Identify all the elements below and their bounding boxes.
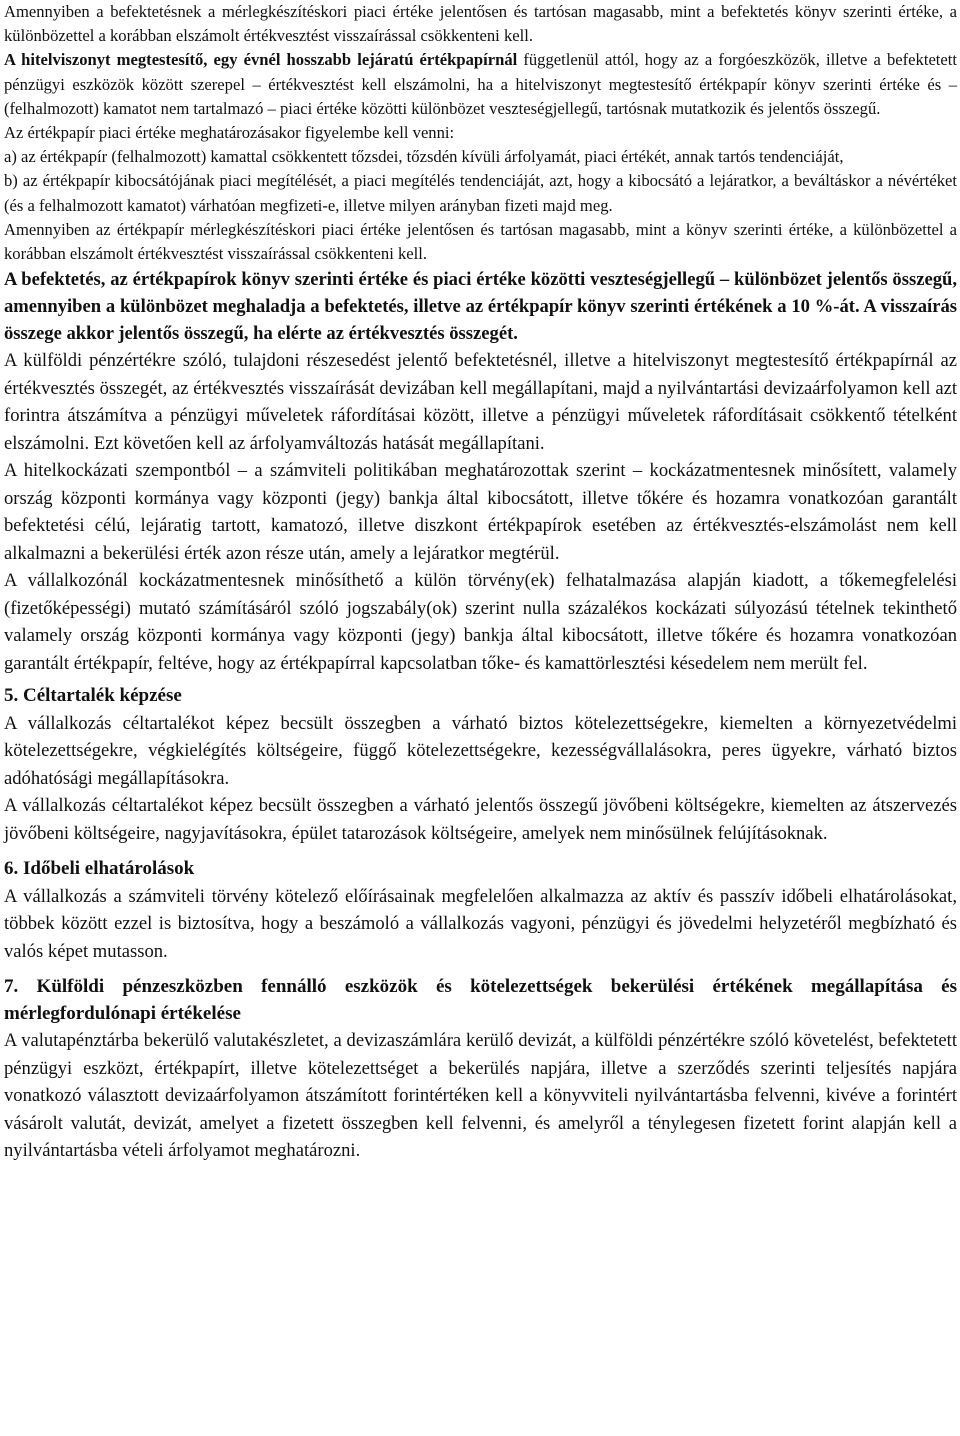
paragraph-foreign-currency-impairment: A külföldi pénzértékre szóló, tulajdoni részesedést jelentő befektetésnél, illetve a hitelviszonyt megtestesítő értékpapírnál az értékvesztés összegét, az értékvesztés visszaírását devizában kell megállapítani, majd a nyilvántartási devizaárfolyamon kell azt forintra átszámítva a pénzügyi műveletek ráfordításai között, illetve a pénzügyi műveletek ráfordításait csökkentő tételként elszámolni. Ezt követően kell az árfolyamváltozás hatását megállapítani.: [4, 350, 957, 454]
paragraph-credit-risk: A hitelkockázati szempontból – a számviteli politikában meghatározottak szerint – kockázatmentesnek minősített, valamely ország központi kormánya vagy központi (jegy) bankja által kibocsátott, illetve tőkére és hozamra vonatkozóan garantált befektetési célú, lejáratig tartott, kamatozó, illetve diszkont értékpapírok esetében az értékvesztés-elszámolást nem kell alkalmazni a bekerülési érték azon része után, amely a lejáratkor megtérül.: [4, 460, 957, 564]
paragraph-intro-5: b) az értékpapír kibocsátójának piaci megítélését, a piaci megítélés tendenciáját, azt, hogy a kibocsátó a lejáratkor, a beváltáskor a névértéket (és a felhalmozott kamatot) várhatóan megfizeti-e, illetve milyen arányban fizeti majd meg.: [4, 171, 957, 215]
paragraph-intro-2: [4, 48, 957, 121]
paragraph-bold-threshold: A befektetés, az értékpapírok könyv szerinti értéke és piaci értéke közötti veszteségjellegű – különbözet jelentős összegű, amennyiben a különbözet meghaladja a befektetés, illetve az értékpapír könyv szerinti értékének a 10 %-át. A visszaírás összege akkor jelentős összegű, ha elérte az értékvesztés összegét.: [4, 269, 957, 345]
spacer: [4, 847, 957, 855]
section-6-paragraph-1: A vállalkozás a számviteli törvény kötelező előírásainak megfelelően alkalmazza az aktív és passzív időbeli elhatárolásokat, többek között ezzel is biztosítva, hogy a beszámoló a vállalkozás vagyoni, pénzügyi és jövedelmi helyzetéről megbízható és valós képet mutasson.: [4, 885, 957, 962]
paragraph-risk-free: A vállalkozónál kockázatmentesnek minősíthető a külön törvény(ek) felhatalmazása alapján kiadott, a tőkemegfelelési (fizetőképességi) mutató számításáról szóló jogszabály(ok) szerint nulla százalékos kockázati súlyozású tételnek tekinthető valamely ország központi kormánya vagy központi (jegy) bankja által kibocsátott, illetve tőkére és hozamra vonatkozóan garantált értékpapír, feltéve, hogy az értékpapírral kapcsolatban tőke- és kamattörlesztési késedelem nem merült fel.: [4, 570, 957, 674]
paragraph-intro-6: Amennyiben az értékpapír mérlegkészítéskori piaci értéke jelentősen és tartósan magasabb, mint a könyv szerinti értéke, a különbözettel a korábban elszámolt értékvesztést visszaírással csökkenteni kell.: [4, 219, 957, 264]
section-7-paragraph-1: A valutapénztárba bekerülő valutakészletet, a devizaszámlára kerülő devizát, a külföldi pénzértékre szóló követelést, befektetett pénzügyi eszközt, értékpapírt, illetve kötelezettséget a bekerülés napjára, illetve a szerződés szerinti teljesítés napjára vonatkozó választott devizaárfolyamon átszámított forintértéken kell a könyvviteli nyilvántartásba felvenni, kivéve a forintért vásárolt valutát, devizát, amelyet a fizetett összegben kell felvenni, és amelyről a ténylegesen fizetett forint alapján kell a nyilvántartásba vételi árfolyamot meghatározni.: [4, 1030, 957, 1162]
section-5-paragraph-1: A vállalkozás céltartalékot képez becsült összegben a várható biztos kötelezettségekre, kiemelten a környezetvédelmi kötelezettségekre, végkielégítés költségeire, függő kötelezettségekre, kezességvállalásokra, peres ügyekre, várható biztos adóhatósági megállapításokra.: [4, 712, 957, 789]
section-7-heading: 7. Külföldi pénzeszközben fennálló eszközök és kötelezettségek bekerülési értékének megállapítása és mérlegfordulónapi értékelése: [4, 976, 957, 1025]
paragraph-intro-2-rest: függetlenül attól, hogy az a forgóeszközök, illetve a befektetett pénzügyi eszközök között szerepel – értékvesztést kell elszámolni, ha a hitelviszonyt megtestesítő értékpapír könyv szerinti értéke és – (felhalmozott) kamatot nem tartalmazó – piaci értéke közötti különbözet veszteségjellegű, tartósnak mutatkozik és jelentős összegű.: [4, 50, 958, 118]
section-5-paragraph-2: A vállalkozás céltartalékot képez becsült összegben a várható jelentős összegű jövőbeni költségekre, kiemelten az átszervezés jövőbeni költségeire, nagyjavításokra, épület tatarozások költségeire, amelyek nem minősülnek felújításoknak.: [4, 795, 957, 844]
section-6-heading: 6. Időbeli elhatárolások: [4, 858, 195, 880]
paragraph-intro-3: Az értékpapír piaci értéke meghatározásakor figyelembe kell venni:: [4, 123, 455, 143]
paragraph-intro-1: Amennyiben a befektetésnek a mérlegkészítéskori piaci értéke jelentősen és tartósan magasabb, mint a befektetés könyv szerinti értéke, a különbözettel a korábban elszámolt értékvesztést visszaírással csökkenteni kell.: [4, 2, 957, 46]
spacer: [4, 965, 957, 973]
paragraph-intro-4: a) az értékpapír (felhalmozott) kamattal csökkentett tőzsdei, tőzsdén kívüli árfolyamát, piaci értékét, annak tartós tendenciáját,: [4, 147, 844, 167]
paragraph-intro-2-lead: A hitelviszonyt megtestesítő, egy évnél hosszabb lejáratú értékpapírnál: [4, 50, 518, 70]
section-5-heading: 5. Céltartalék képzése: [4, 685, 182, 707]
